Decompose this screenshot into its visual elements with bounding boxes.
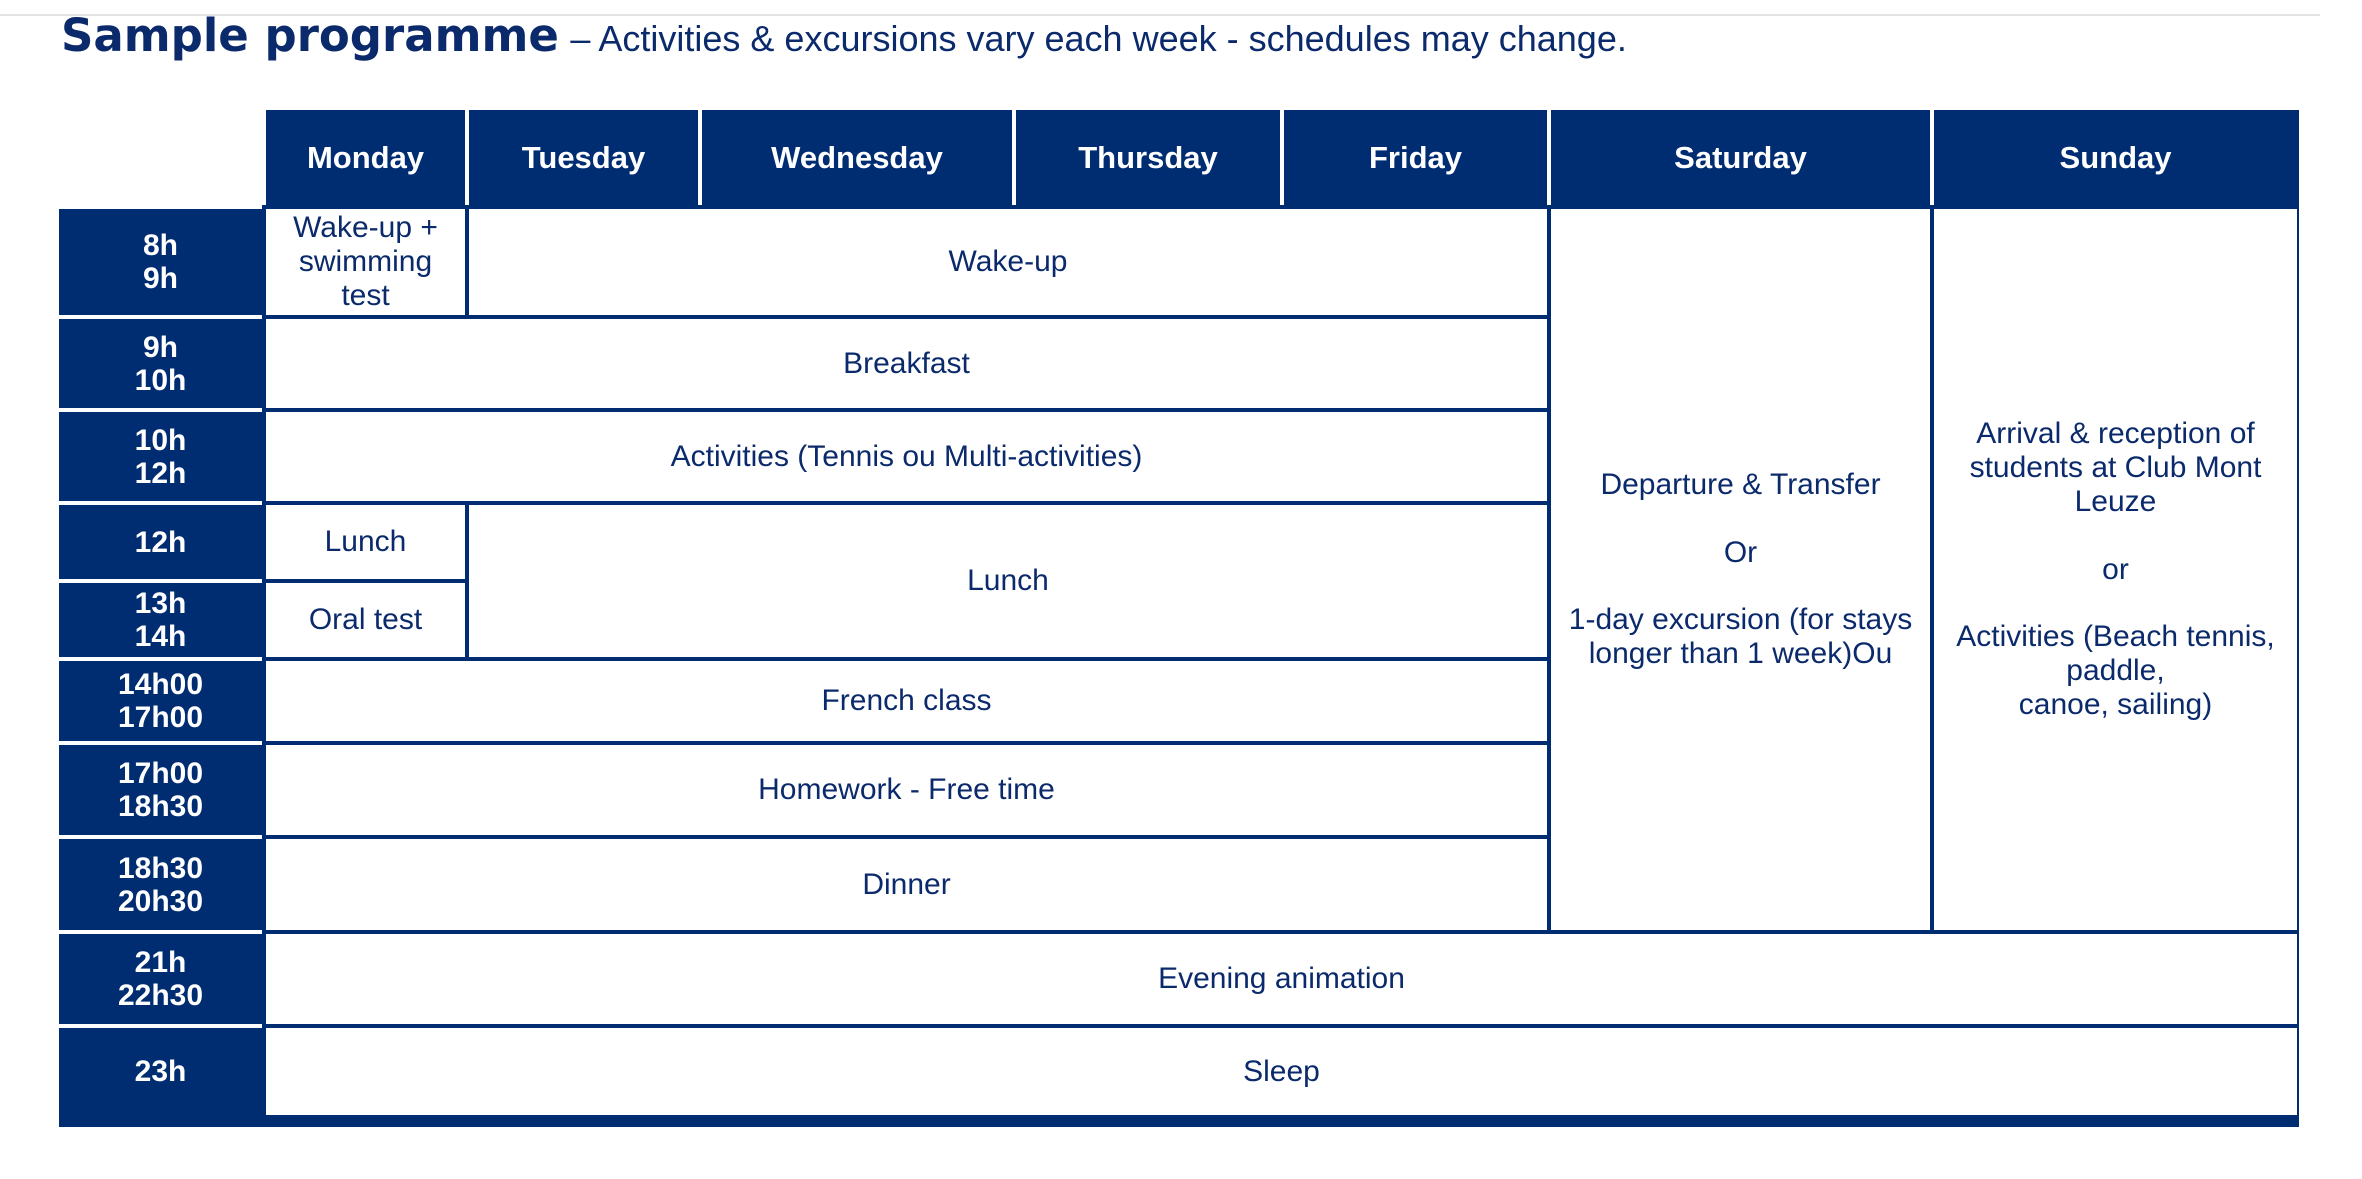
- slot-monday-lunch: Lunch: [262, 501, 465, 579]
- time-start: 8h: [142, 229, 178, 262]
- time-end: 17h00: [117, 701, 204, 734]
- schedule-table: [59, 110, 2299, 1127]
- time-start: 12h: [134, 525, 187, 559]
- time-slot-21h: [59, 930, 262, 1024]
- time-start: 10h: [134, 423, 187, 457]
- time-slot-9h: [59, 315, 262, 408]
- time-start: 18h30: [117, 851, 204, 885]
- time-slot-13h: [59, 579, 262, 657]
- slot-sleep: Sleep: [262, 1024, 2297, 1115]
- slot-homework: Homework - Free time: [262, 741, 1547, 835]
- time-end: 12h: [134, 456, 187, 490]
- day-header-thursday: Thursday: [1012, 110, 1280, 205]
- slot-monday-wakeup: Wake-up + swimming test: [262, 205, 465, 315]
- slot-dinner: Dinner: [262, 835, 1547, 930]
- time-end: 22h30: [117, 979, 204, 1012]
- day-header-sunday: Sunday: [1930, 110, 2297, 205]
- time-slot-10h: [59, 408, 262, 501]
- time-start: 9h: [142, 330, 178, 364]
- time-start: 14h00: [117, 668, 204, 701]
- time-end: 18h30: [117, 790, 204, 823]
- time-start: 21h: [134, 946, 187, 979]
- time-slot-8h: [59, 205, 262, 315]
- time-end: 14h: [134, 620, 187, 653]
- day-header-wednesday: Wednesday: [698, 110, 1012, 205]
- slot-lunch: Lunch: [465, 501, 1547, 657]
- time-slot-14h00: [59, 657, 262, 741]
- time-slot-12h: [59, 501, 262, 579]
- page-title: Sample programme: [61, 9, 559, 62]
- slot-wakeup: Wake-up: [465, 205, 1547, 315]
- day-header-friday: Friday: [1280, 110, 1547, 205]
- time-end: 10h: [134, 363, 187, 397]
- time-slot-17h00: [59, 741, 262, 835]
- time-slot-23h: [59, 1024, 262, 1115]
- page-heading: [61, 6, 1627, 70]
- slot-sunday: Arrival & reception of students at Club Mont Leuze or Activities (Beach tennis, paddle, canoe, sailing): [1930, 205, 2297, 930]
- page-subtitle: – Activities & excursions vary each week - schedules may change.: [570, 18, 1627, 59]
- day-header-monday: Monday: [262, 110, 465, 205]
- slot-breakfast: Breakfast: [262, 315, 1547, 408]
- time-start: 17h00: [117, 757, 204, 790]
- slot-evening-animation: Evening animation: [262, 930, 2297, 1024]
- slot-oral-test: Oral test: [262, 579, 465, 657]
- time-slot-18h30: [59, 835, 262, 930]
- day-header-saturday: Saturday: [1547, 110, 1930, 205]
- time-end: 9h: [142, 262, 178, 295]
- time-end: 20h30: [117, 884, 204, 918]
- slot-activities: Activities (Tennis ou Multi-activities): [262, 408, 1547, 501]
- time-start: 23h: [134, 1055, 187, 1088]
- table-corner: [59, 110, 262, 205]
- day-header-tuesday: Tuesday: [465, 110, 698, 205]
- time-start: 13h: [134, 587, 187, 620]
- slot-french-class: French class: [262, 657, 1547, 741]
- slot-saturday: Departure & Transfer Or 1-day excursion (for stays longer than 1 week)Ou: [1547, 205, 1930, 930]
